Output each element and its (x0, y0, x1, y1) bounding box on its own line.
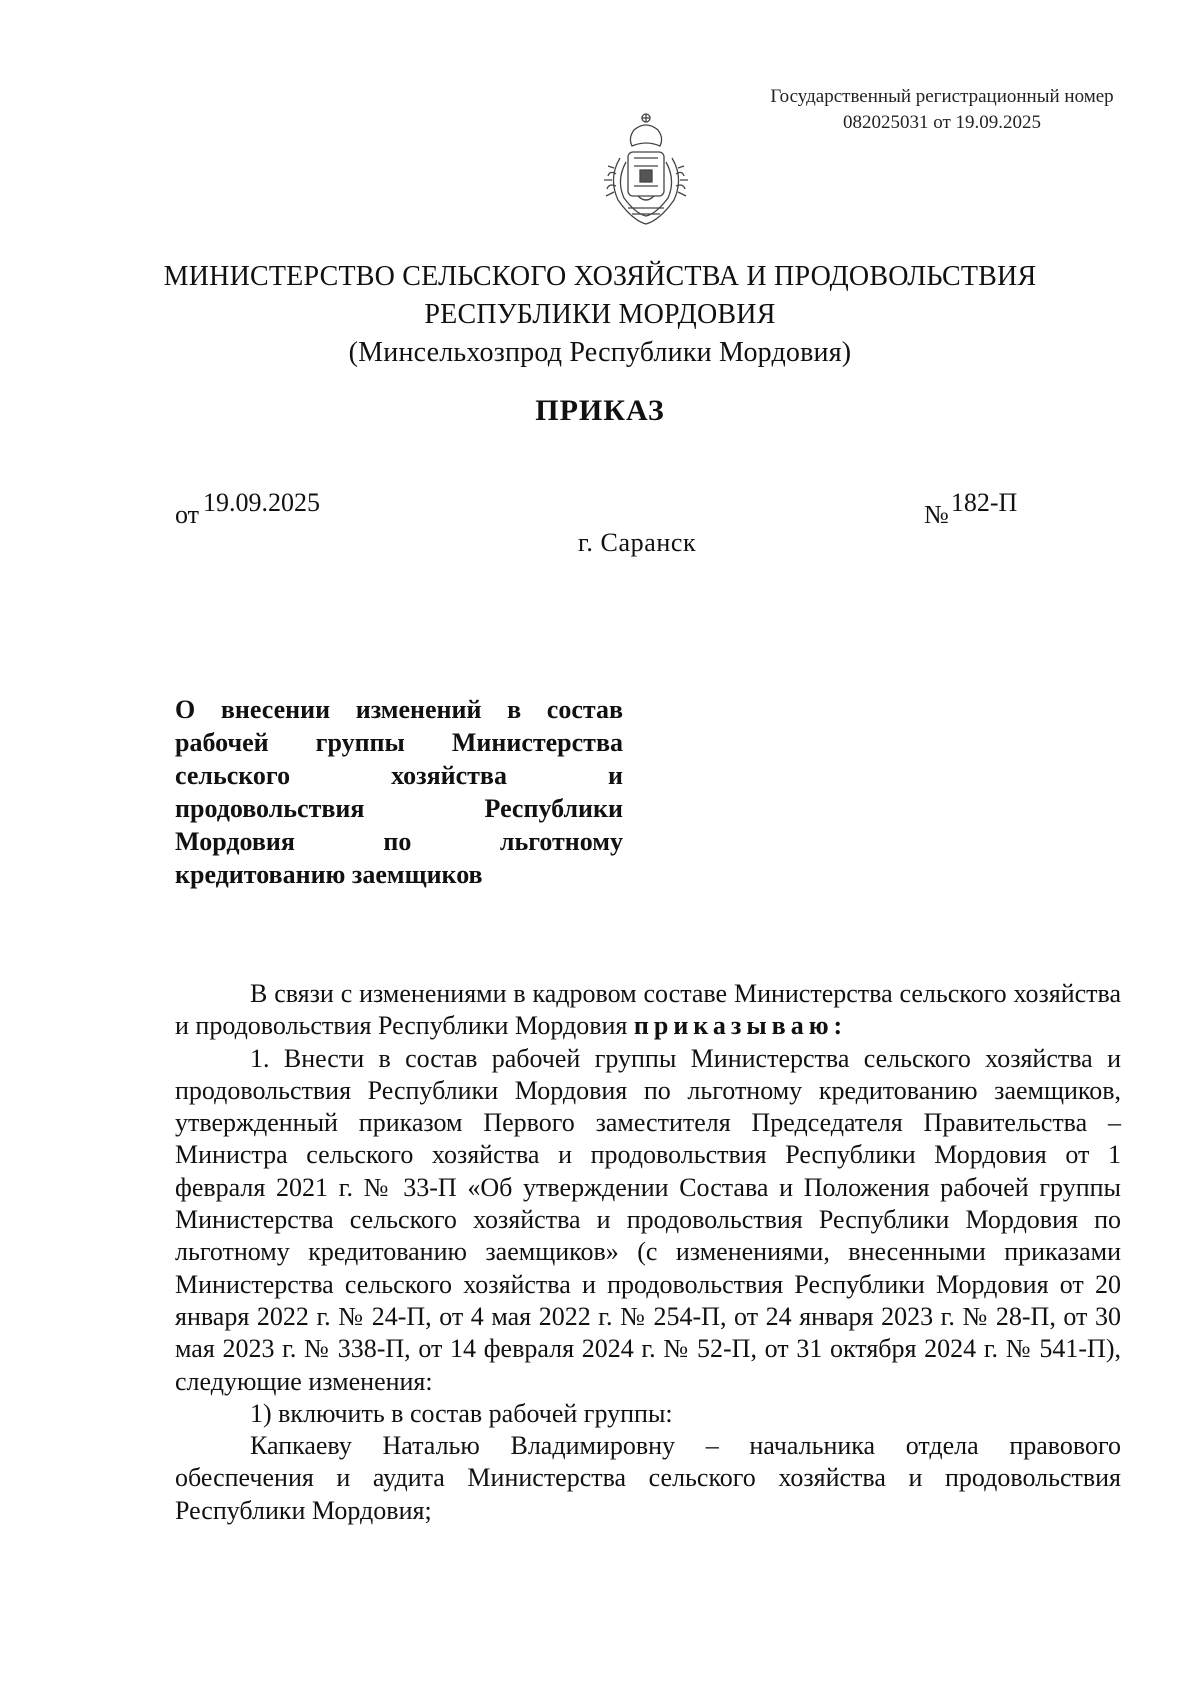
ministry-name-line2: РЕСПУБЛИКИ МОРДОВИЯ (424, 299, 776, 330)
ministry-name-line1: МИНИСТЕРСТВО СЕЛЬСКОГО ХОЗЯЙСТВА И ПРОДОВОЛЬСТВИЯ (163, 261, 1037, 292)
order-subject: О внесении изменений в состав рабочей группы Министерства сельского хозяйства и продовольствия Республики Мордовия по льготному кредитованию заемщиков (175, 695, 623, 889)
registration-label: Государственный регистрационный номер (770, 86, 1114, 107)
order-date (175, 488, 321, 529)
ministry-header (150, 258, 1050, 372)
order-verb: приказываю: (633, 1011, 848, 1041)
intro-paragraph (175, 978, 1121, 1043)
number-prefix: № (924, 500, 949, 529)
number-value: 182-П (950, 488, 1018, 517)
subitem-1-paragraph: 1) включить в состав рабочей группы: (250, 1398, 673, 1428)
order-number (924, 488, 1018, 529)
date-prefix: от (175, 500, 200, 529)
order-body (175, 978, 1121, 1527)
document-type-title: ПРИКАЗ (535, 394, 665, 427)
intro-text: В связи с изменениями в кадровом составе Министерства сельского хозяйства и продовольствия Республики Мордовия (175, 979, 1121, 1041)
coat-of-arms-icon (598, 108, 694, 230)
item-1-paragraph: 1. Внести в состав рабочей группы Министерства сельского хозяйства и продовольствия Республики Мордовия по льготному кредитованию заемщиков, утвержденный приказом Первого заместителя Председателя Правительства – Министра сельского хозяйства и продовольствия Республики Мордовия от 1 февраля 2021 г. № 33-П «Об утверждении Состава и Положения рабочей группы Министерства сельского хозяйства и продовольствия Республики Мордовия по льготному кредитованию заемщиков» (с изменениями, внесенными приказами Министерства сельского хозяйства и продовольствия Республики Мордовия от 20 января 2022 г. № 24-П, от 4 мая 2022 г. № 254-П, от 24 января 2023 г. № 28-П, от 30 мая 2023 г. № 338-П, от 14 февраля 2024 г. № 52-П, от 31 октября 2024 г. № 541-П), следующие изменения: (175, 1043, 1121, 1396)
member-paragraph: Капкаеву Наталью Владимировну – начальника отдела правового обеспечения и аудита Министерства сельского хозяйства и продовольствия Республики Мордовия; (175, 1431, 1121, 1525)
registration-value: 082025031 от 19.09.2025 (842, 112, 1042, 133)
date-value: 19.09.2025 (203, 488, 321, 517)
registration-number (732, 84, 1152, 136)
ministry-short-name: (Минсельхозпрод Республики Мордовия) (348, 337, 852, 368)
city: г. Саранск (578, 528, 697, 557)
